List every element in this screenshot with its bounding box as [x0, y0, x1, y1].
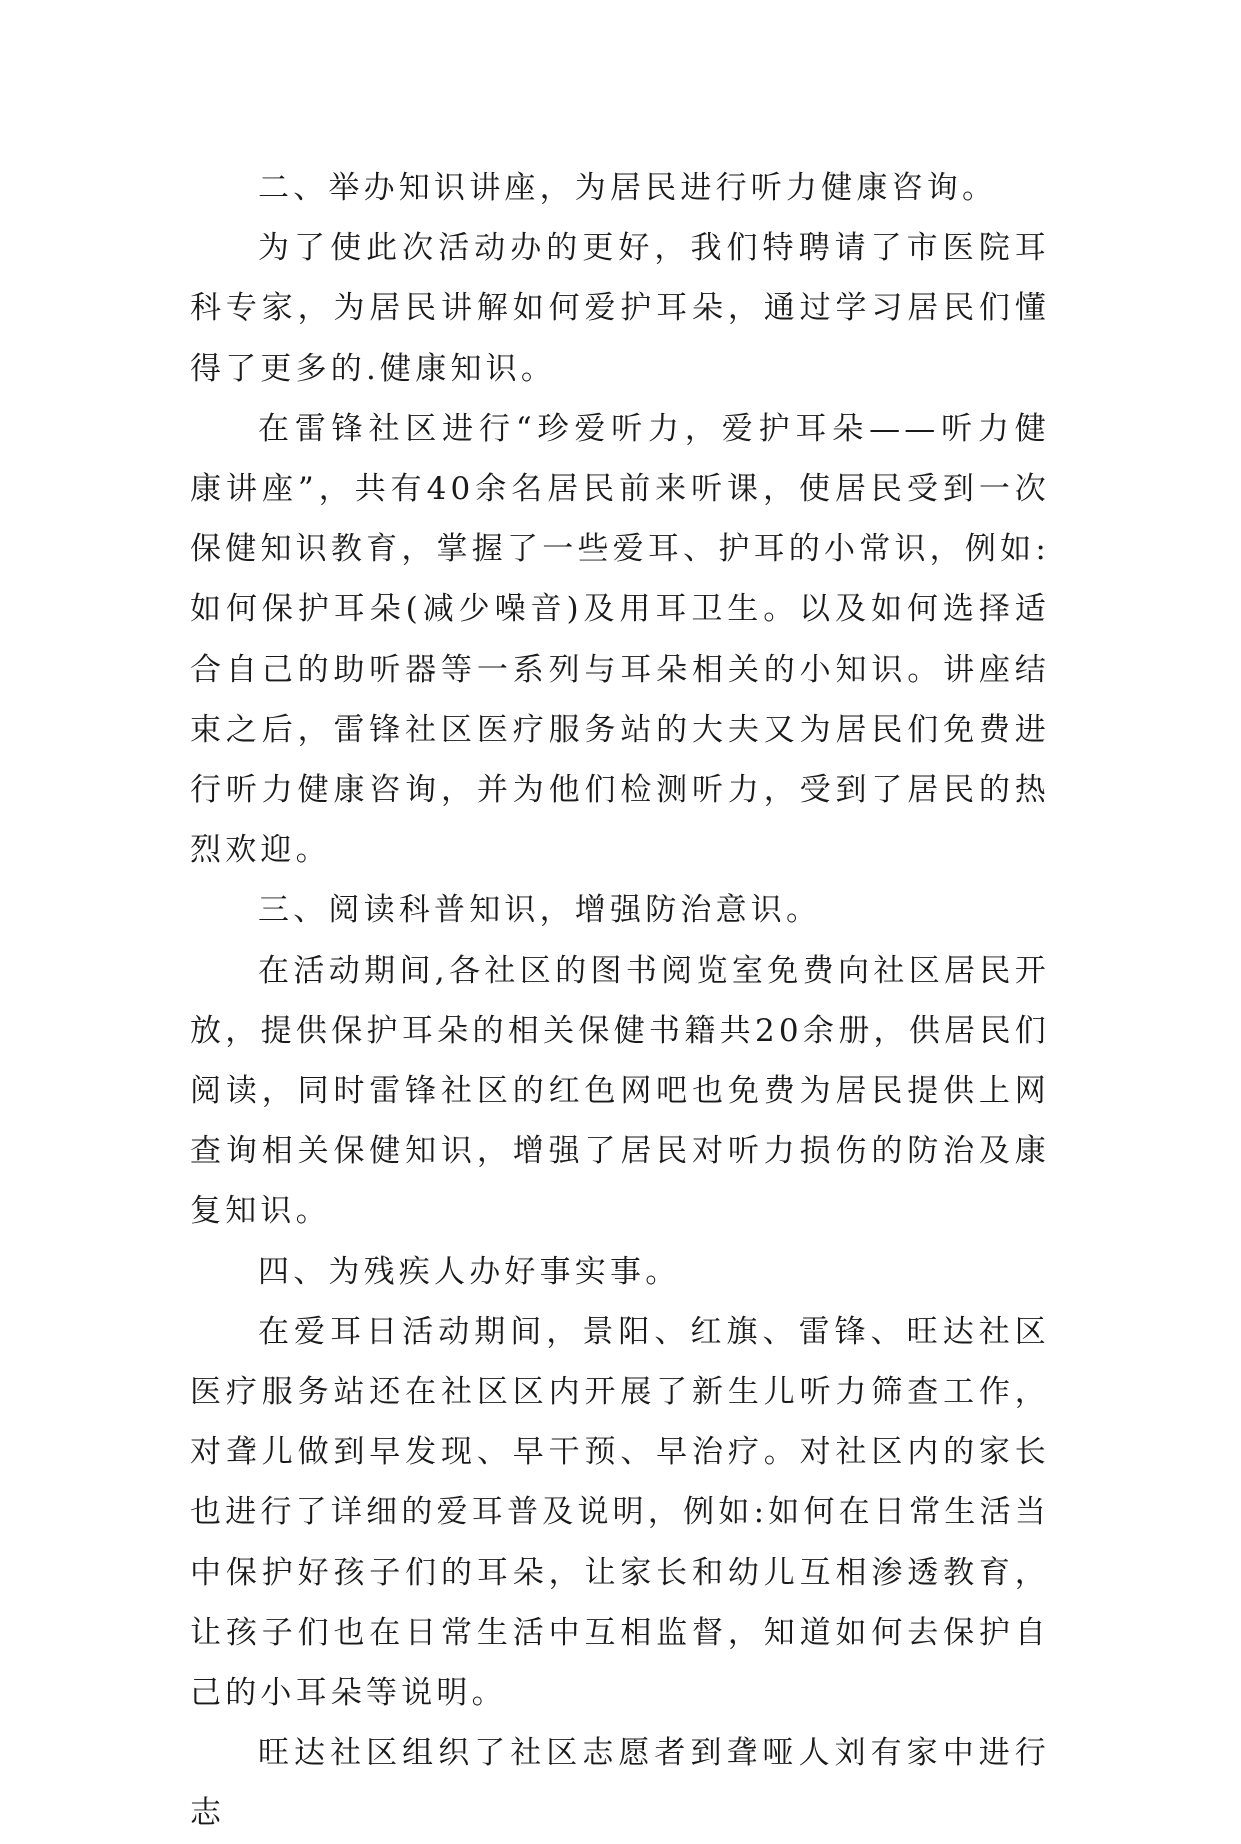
section-heading-2: 二、举办知识讲座，为居民进行听力健康咨询。: [258, 170, 998, 206]
body-paragraph: 旺达社区组织了社区志愿者到聋哑人刘有家中进行志: [190, 1735, 1050, 1832]
body-paragraph: 在活动期间,各社区的图书阅览室免费向社区居民开放，提供保护耳朵的相关保健书籍共20余册，供居民们阅读，同时雷锋社区的红色网吧也免费为居民提供上网查询相关保健知识，增强了居民对听力损伤的防治及康复知识。: [190, 952, 1050, 1230]
body-paragraph: 在爱耳日活动期间，景阳、红旗、雷锋、旺达社区医疗服务站还在社区区内开展了新生儿听力筛查工作，对聋儿做到早发现、早干预、早治疗。对社区内的家长也进行了详细的爱耳普及说明，例如:如何在日常生活当中保护好孩子们的耳朵，让家长和幼儿互相渗透教育，让孩子们也在日常生活中互相监督，知道如何去保护自己的小耳朵等说明。: [190, 1313, 1050, 1712]
section-heading-4: 四、为残疾人办好事实事。: [258, 1253, 681, 1290]
body-paragraph: 在雷锋社区进行“珍爱听力，爱护耳朵——听力健康讲座”，共有40余名居民前来听课，使居民受到一次保健知识教育，掌握了一些爱耳、护耳的小常识，例如:如何保护耳朵(减少噪音)及用耳卫生。以及如何选择适合自己的助听器等一系列与耳朵相关的小知识。讲座结束之后，雷锋社区医疗服务站的大夫又为居民们免费进行听力健康咨询，并为他们检测听力，受到了居民的热烈欢迎。: [190, 410, 1050, 869]
body-paragraph: 为了使此次活动办的更好，我们特聘请了市医院耳科专家，为居民讲解如何爱护耳朵，通过学习居民们懂得了更多的.健康知识。: [190, 230, 1050, 387]
document-body: [190, 158, 1050, 1844]
section-heading-3: 三、阅读科普知识，增强防治意识。: [258, 892, 822, 929]
